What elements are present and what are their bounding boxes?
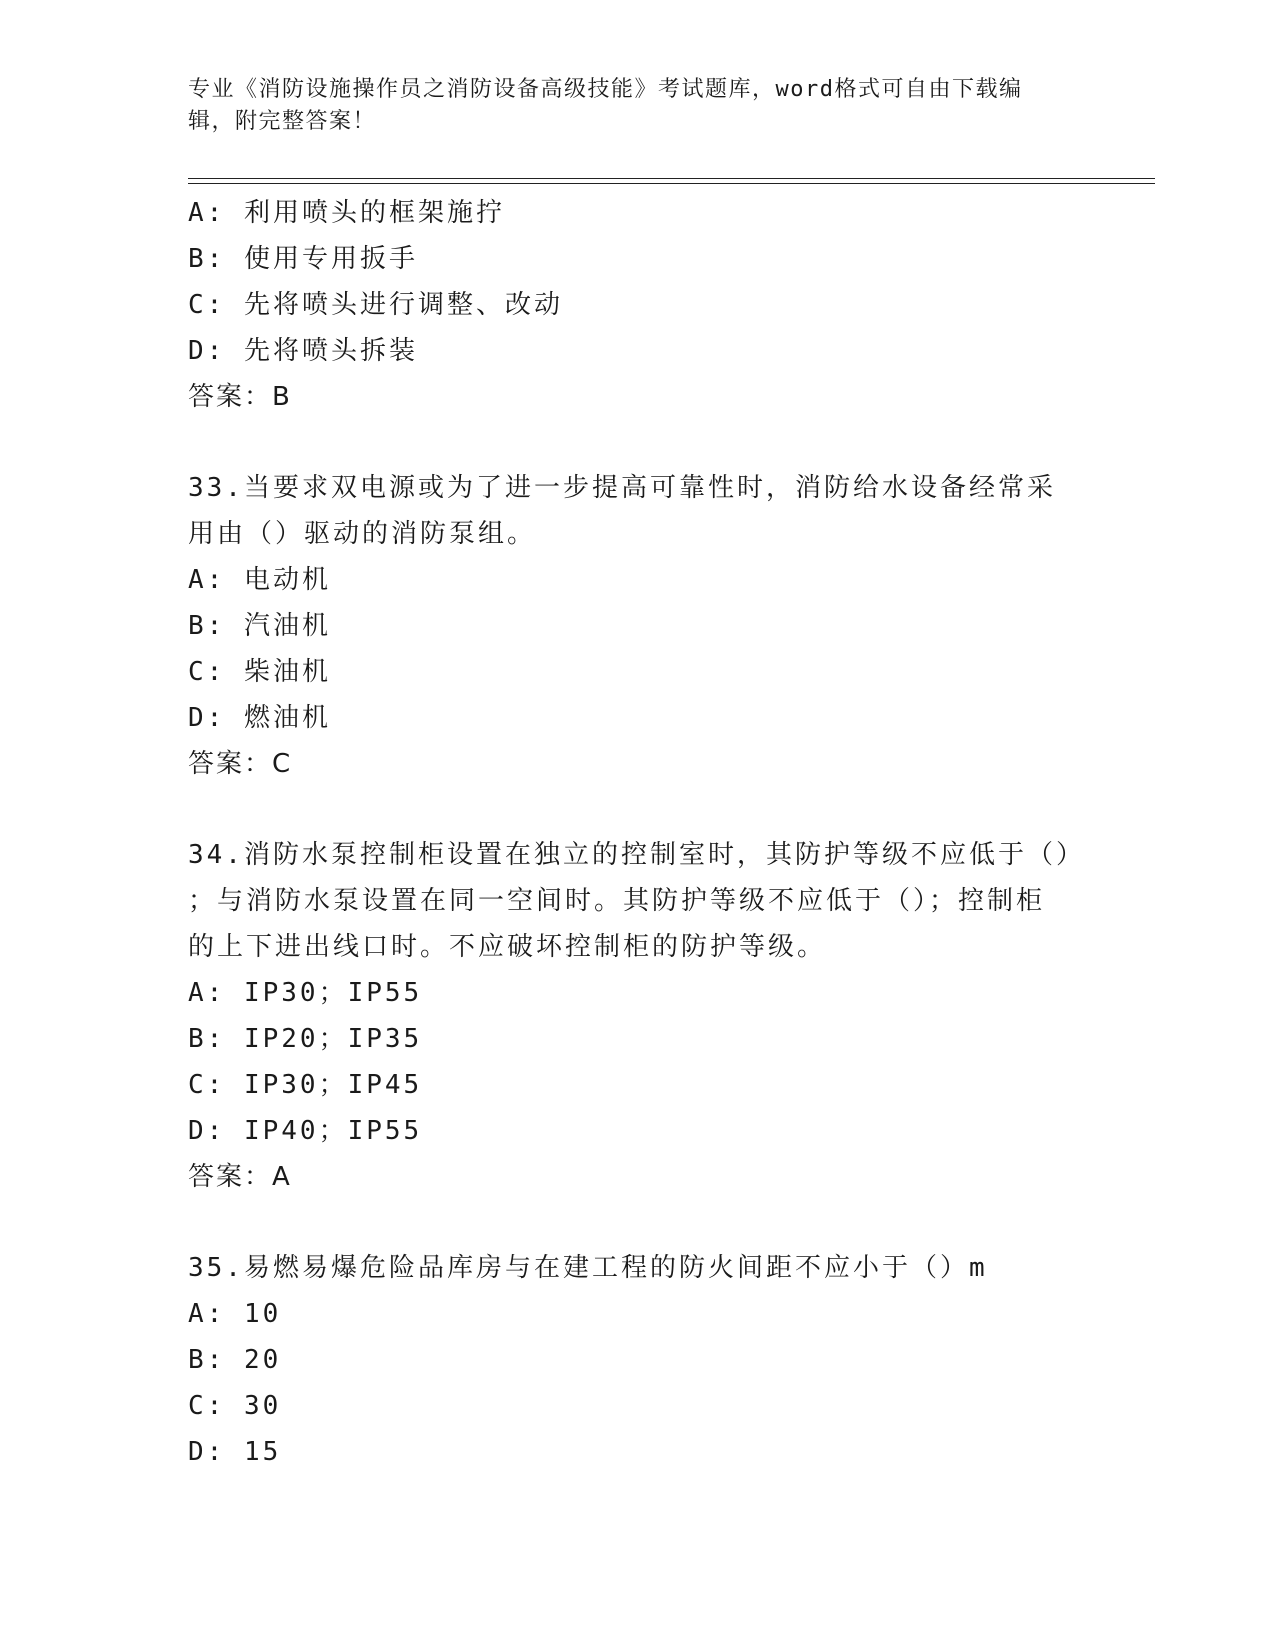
answer-line: 答案：A (188, 1162, 292, 1192)
question-32 (188, 190, 1088, 420)
option-d: D: 先将喷头拆装 (188, 336, 418, 366)
option-a: A: 10 (188, 1299, 282, 1329)
question-stem-line-3: 的上下进出线口时。不应破坏控制柜的防护等级。 (188, 932, 827, 962)
option-a: A: 利用喷头的框架施拧 (188, 198, 505, 228)
option-d: D: 15 (188, 1437, 282, 1467)
option-d: D: IP40；IP55 (188, 1116, 423, 1146)
option-a: A: 电动机 (188, 565, 331, 595)
question-33 (188, 465, 1088, 787)
question-stem: 33.当要求双电源或为了进一步提高可靠性时，消防给水设备经常采用由（）驱动的消防泵组。 (188, 473, 1056, 549)
question-34 (188, 832, 1088, 1200)
option-a: A: IP30；IP55 (188, 978, 423, 1008)
header-divider-top (188, 178, 1155, 179)
option-d: D: 燃油机 (188, 703, 331, 733)
question-stem: 35.易燃易爆危险品库房与在建工程的防火间距不应小于（）m (188, 1253, 988, 1283)
header-divider-bottom (188, 183, 1155, 184)
option-c: C: 柴油机 (188, 657, 331, 687)
question-stem-line-1: 34.消防水泵控制柜设置在独立的控制室时，其防护等级不应低于（） (188, 840, 1085, 870)
question-35 (188, 1245, 1088, 1475)
question-stem-line-2: ；与消防水泵设置在同一空间时。其防护等级不应低于（）；控制柜 (188, 886, 1046, 916)
answer-line: 答案：C (188, 749, 293, 779)
option-c: C: 30 (188, 1391, 282, 1421)
option-c: C: IP30；IP45 (188, 1070, 423, 1100)
answer-line: 答案：B (188, 382, 292, 412)
option-b: B: 使用专用扳手 (188, 244, 418, 274)
option-c: C: 先将喷头进行调整、改动 (188, 290, 563, 320)
document-intro: 专业《消防设施操作员之消防设备高级技能》考试题库，word格式可自由下载编辑，附完整答案！ (188, 77, 1023, 134)
option-b: B: 汽油机 (188, 611, 331, 641)
question-list (188, 190, 1088, 1475)
option-b: B: IP20；IP35 (188, 1024, 423, 1054)
option-b: B: 20 (188, 1345, 282, 1375)
